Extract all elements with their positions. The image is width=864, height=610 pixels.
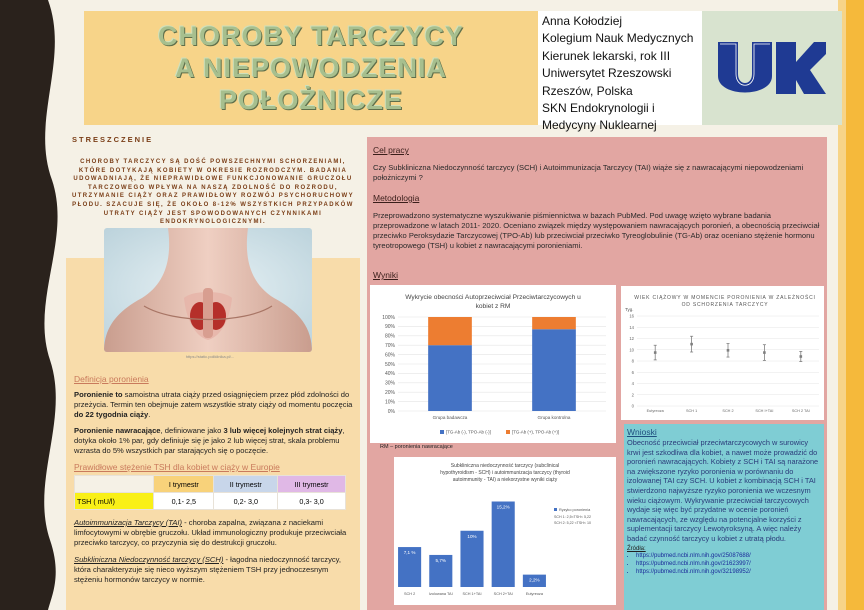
chart-risk-svg	[394, 457, 616, 605]
author-line: Kolegium Nauk Medycznych	[542, 31, 694, 46]
title-line-2: A NIEPOWODZENIA	[174, 53, 447, 83]
conclusions-section	[624, 424, 824, 610]
chart-title-line: autoimmunity - TAI) a niekorzystne wyniki ciąży	[452, 477, 558, 483]
image-caption: https://static.poliklinika.pl/...	[185, 354, 235, 359]
left-content	[74, 374, 354, 592]
text: .	[148, 410, 151, 419]
logo-box	[702, 11, 842, 125]
goal-text: Czy Subkliniczna Niedoczynność tarczycy (SCH) i Autoimmunizacja Tarczycy (TAI) wiąże się z nawracającymi niepowodzeniami położniczymi ?	[373, 163, 804, 182]
tsh-heading: Prawidłowe stężenie TSH dla kobiet w ciąży w Europie	[74, 462, 280, 472]
tsh-table	[74, 475, 346, 510]
y-tick-label: 30%	[384, 380, 395, 387]
chart-title-line-2: kobiet z RM	[475, 303, 511, 310]
legend-label: [TG-Ab (+), TPO-Ab (+)]	[512, 429, 560, 435]
sources-list	[636, 552, 821, 576]
definition-heading: Definicja poronienia	[74, 374, 149, 384]
chart-gestational-age-svg	[621, 286, 824, 420]
method-text: Przeprowadzono systematyczne wyszukiwanie piśmiennictwa w bazach PubMed. Pod uwagę wzięto wybrane badania przeprowadzone w latach 2011- 2020. Oceniano związek między występowaniem nawracających poronień, a obecnością przeciwciał przeciwko Peroksydazie Tarczycowej (TPO-Ab) lub przeciwciał przeciwko Tyreoglobulinie (TG-Ab) oraz oceniano stężenie hormonu tyreotropowego (TSH) u kobiet z nawracającymi poronieniami.	[373, 211, 820, 250]
sources-label: Źródła:	[627, 545, 646, 552]
y-tick-label: 0%	[387, 408, 395, 415]
data-label: 15,2%	[496, 504, 510, 510]
author-line: Anna Kołodziej	[542, 14, 623, 28]
neck-illustration	[104, 228, 312, 352]
legend-title: Ryzyko poronienia	[559, 508, 591, 512]
author-line: Uniwersytet Rzeszowski	[542, 66, 672, 81]
title-line-3: POŁOŻNICZE	[219, 85, 403, 115]
chart-antibodies-svg	[370, 285, 616, 443]
y-tick-label: 50%	[384, 361, 395, 368]
sch-definition	[74, 555, 354, 585]
definition-paragraph-2	[74, 426, 354, 456]
text: , definiowane jako	[160, 426, 224, 435]
chart-title: Wykrycie obecności Autoprzeciwciał Przeciwtarczycowych u	[405, 294, 581, 301]
y-tick-label: 70%	[384, 343, 395, 349]
chart-antibodies	[370, 285, 616, 443]
tsh-header-empty	[75, 476, 154, 493]
wave-decoration	[0, 0, 70, 610]
bar	[460, 531, 483, 587]
bar	[532, 329, 576, 411]
author-box	[538, 11, 702, 133]
tsh-header-2: II trymestr	[214, 476, 278, 493]
y-tick-label: 10	[629, 347, 634, 353]
data-point	[800, 355, 803, 358]
bar	[532, 317, 576, 329]
tsh-value-1: 0,1- 2,5	[154, 493, 214, 510]
x-tick-label: SCH 1	[686, 409, 698, 413]
x-tick-label: Eutyreoza	[525, 592, 543, 596]
chart-title-line-2: OD SCHORZENIA TARCZYCY	[681, 302, 769, 308]
y-axis-label: Tyg.	[625, 307, 634, 312]
x-tick-label: SCH I+TAI	[755, 409, 774, 413]
bar	[492, 502, 515, 588]
source-link[interactable]: • https://pubmed.ncbi.nlm.nih.gov/32198952/	[636, 568, 821, 576]
data-point	[727, 349, 730, 352]
legend-swatch	[440, 430, 444, 434]
neck-image	[104, 228, 312, 352]
legend-swatch	[506, 430, 510, 434]
rm-note: RM – poronienia nawracające	[380, 444, 453, 450]
bar	[428, 317, 472, 345]
legend-line: SCH 1: 2,5<TSH< 5,22	[554, 515, 591, 519]
term-bold: Poronienie nawracające	[74, 426, 161, 435]
text: , dotyka około 1% par, gdy definiuje się je jako 2 lub więcej strat, skala problemu wzrasta do 5% wszystkich par starających się o poczęcie.	[74, 426, 345, 455]
legend-label: [TG-Ab (-), TPO-Ab (-)]	[446, 429, 491, 435]
title-line-1: CHOROBY TARCZYCY	[157, 21, 464, 51]
method-heading: Metodologia	[373, 193, 420, 203]
legend-swatch	[554, 508, 557, 511]
y-tick-label: 10%	[384, 399, 395, 406]
term-bold: 3 lub więcej kolejnych strat ciąży	[223, 426, 343, 435]
y-tick-label: 20%	[384, 390, 395, 396]
y-tick-label: 2	[631, 392, 634, 398]
bar	[428, 345, 472, 411]
data-label: 5,7%	[435, 557, 447, 563]
data-point	[763, 351, 766, 354]
chart-title: WIEK CIĄŻOWY W MOMENCIE PORONIENIA W ZALEŻNOŚCI	[634, 295, 816, 301]
tsh-value-2: 0,2- 3,0	[214, 493, 278, 510]
y-tick-label: 40%	[384, 371, 395, 378]
chart-title-line: hypothyroidism - SCH) i autoimmunizacja tarczycy (thyroid	[440, 470, 570, 476]
university-logo	[718, 34, 826, 102]
x-tick-label: Eutyreoza	[646, 409, 664, 413]
chart-gestational-age	[621, 286, 824, 420]
y-tick-label: 8	[631, 358, 634, 364]
abstract-section	[66, 135, 360, 227]
text: samoistna utrata ciąży przed osiągnięciem przez płód zdolności do przeżycia. Termin ten obejmuje zatem wszystkie straty ciąży od momentu poczęcia	[74, 390, 353, 409]
y-tick-label: 0	[631, 403, 634, 409]
author-line: Medycyny Nuklearnej	[542, 118, 657, 133]
sch-text: - łagodna niedoczynność tarczycy, która charakteryzuje się nieco wyższym stężeniem TSH przy jednoczesnym stężeniu hormonów tarczycy w normie.	[74, 555, 342, 584]
results-heading: Wyniki	[373, 270, 398, 280]
y-tick-label: 60%	[384, 352, 395, 359]
tsh-header-3: III trymestr	[278, 476, 346, 493]
x-tick-label: SCH 2 TAI	[791, 409, 810, 413]
conclusions-text: Obecność przeciwciał przeciwtarczycowych w surowicy krwi jest szkodliwa dla kobiet, a nawet może prowadzić do poronień nawracających. Kobiety z SCH i TAI są narażone na zwiększone ryzyko poronienia w porównaniu do izolowanej TAI czy SCH. U kobiet z kombinacją SCH i TAI stwierdzono najwyższe ryzyko poronienia we wczesnym wieku ciążowym. Wykrywanie przeciwciał tarczycowych wydaje się więc być przydatne w ocenie poronień nawracających, ze względu na potencjalne korzyści z suplementacji tarczycy Lewotyroksyną. A więc należy badać czynność tarczycy u kobiet z utratą płodu.	[627, 438, 819, 543]
definition-paragraph-1	[74, 390, 354, 420]
author-line: Kierunek lekarski, rok III	[542, 48, 671, 63]
tsh-row-label: TSH ( mU/l)	[75, 493, 154, 510]
y-tick-label: 4	[631, 381, 634, 387]
x-tick-label: SCH 2+TAI	[493, 592, 513, 596]
x-tick-label: SCH 2	[722, 409, 734, 413]
legend-line: SCH 2: 5,22 <TSH< 10	[554, 521, 591, 525]
data-point	[690, 343, 693, 346]
tai-term: Autoimmunizacja Tarczycy (TAI)	[74, 518, 183, 527]
chart-title-line: Subkliniczna niedoczynność tarczycy (subclinical	[450, 463, 560, 469]
goal-heading: Cel pracy	[373, 145, 409, 155]
term-bold: do 22 tygodnia ciąży	[74, 410, 149, 419]
author-line: SKN Endokrynologii i	[542, 101, 655, 116]
x-tick-label: SCH 1+TAI	[462, 592, 482, 596]
tsh-header-1: I trymestr	[154, 476, 214, 493]
chart-risk	[394, 457, 616, 605]
right-stripe	[846, 0, 864, 610]
source-link[interactable]: • https://pubmed.ncbi.nlm.nih.gov/25087688/	[636, 552, 821, 560]
y-tick-label: 6	[631, 369, 634, 375]
data-label: 2,2%	[529, 577, 540, 583]
data-point	[654, 351, 657, 354]
sch-term: Subkliniczna Niedoczynność tarczycy (SCH)	[74, 555, 224, 564]
y-tick-label: 80%	[384, 333, 395, 340]
tsh-value-3: 0,3- 3,0	[278, 493, 346, 510]
y-tick-label: 90%	[384, 324, 395, 331]
y-tick-label: 16	[629, 313, 634, 319]
data-label: 10%	[467, 533, 477, 539]
y-tick-label: 12	[629, 336, 634, 342]
term-bold: Poronienie to	[74, 390, 123, 399]
y-tick-label: 100%	[382, 314, 395, 321]
tai-definition	[74, 518, 354, 548]
tai-text: - choroba zapalna, związana z naciekami limfocytowymi w obrębie gruczołu. Układ immunologiczny produkuje przeciwciała przeciwko tarczycy, co przyczynia się do destrukcji gruczołu.	[74, 518, 347, 547]
goal-section	[367, 137, 827, 282]
author-line: Rzeszów, Polska	[542, 83, 633, 98]
x-tick-label: Izolowana TAI	[428, 592, 453, 596]
abstract-text: CHOROBY TARCZYCY SĄ DOŚĆ POWSZECHNYMI SCHORZENIAMI, KTÓRE DOTYKAJĄ KOBIETY W OKRESIE ROZRODCZYM. BADANIA UDOWADNIAJĄ, ŻE NIEPRAWIDŁOWE FUNKCJONOWANIE GRUCZOŁU TARCZOWEGO WPŁYWA NA NASZĄ ZDOLNOŚĆ DO ROZRODU, UTRZYMANIE CIĄŻY ORAZ PRAWIDŁOWY ROZWÓJ PSYCHORUCHOWY PŁODU. SZACUJE SIĘ, ŻE OKOŁO 8-12% WSZYSTKICH PRZYPADKÓW UTRATY CIĄŻY JEST SPOWODOWANYCH CZYNNIKAMI ENDOKRYNOLOGICZNYMI.	[72, 159, 354, 226]
source-link[interactable]: • https://pubmed.ncbi.nlm.nih.gov/21623997/	[636, 560, 821, 568]
x-tick-label: Grupa badawcza	[432, 415, 468, 420]
title-box	[84, 11, 538, 125]
x-tick-label: Grupa kontrolna	[537, 415, 571, 420]
x-tick-label: SCH 2	[404, 592, 416, 596]
abstract-heading: STRESZCZENIE	[72, 135, 154, 144]
conclusions-heading: Wnioski	[627, 427, 657, 437]
data-label: 7,1 %	[403, 550, 416, 556]
y-tick-label: 14	[629, 324, 634, 330]
